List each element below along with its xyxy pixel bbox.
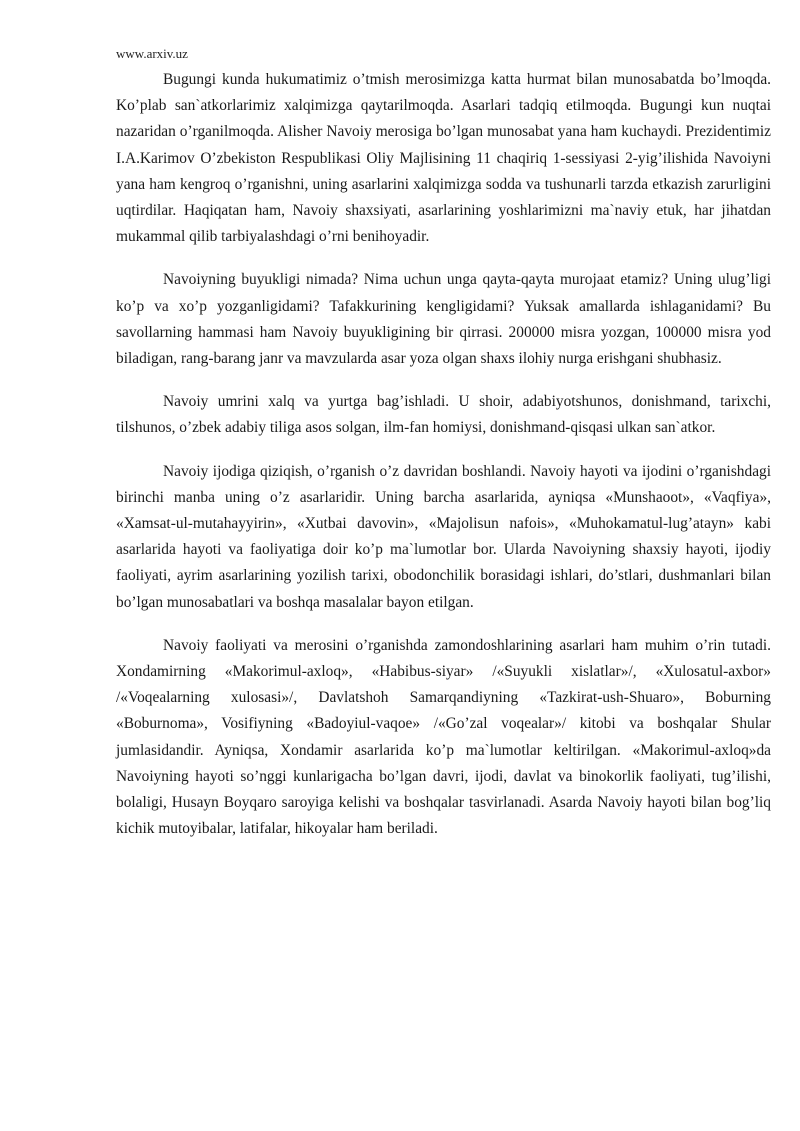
paragraph-5: Navoiy faoliyati va merosini o’rganishda zamondoshlarining asarlari ham muhim o’rin tutadi. Xondamirning «Makorimul-axloq», «Habibus-siyar» /«Suyukli xislatlar»/, «Xulosatul-axbor» /«Voqealarning xulosasi»/, Davlatshoh Samarqandiyning «Tazkirat-ush-Shuaro», Boburning «Boburnoma», Vosifiyning «Badoyiul-vaqoe» /«Go’zal voqealar»/ kitobi va boshqalar Shular jumlasidandir. Ayniqsa, Xondamir asarlarida ko’p ma`lumotlar keltirilgan. «Makorimul-axloq»da Navoiyning hayoti so’nggi kunlarigacha bo’lgan davri, ijodi, davlat va binokorlik faoliyati, tug’ilishi, bolaligi, Husayn Boyqaro saroyiga kelishi va boshqalar tasvirlanadi. Asarda Navoiy hayoti bilan bog’liq kichik mutoyibalar, latifalar, hikoyalar ham beriladi. — [116, 636, 771, 838]
paragraph-1: Bugungi kunda hukumatimiz o’tmish merosimizga katta hurmat bilan munosabatda bo’lmoqda. Ko’plab san`atkorlarimiz xalqimizga qaytarilmoqda. Asarlari tadqiq etilmoqda. Bugungi kun nuqtai nazaridan o’rganilmoqda. Alisher Navoiy merosiga bo’lgan munosabat yana ham kuchaydi. Prezidentimiz I.A.Karimov O’zbekiston Respublikasi Oliy Majlisining 11 chaqiriq 1-sessiyasi 2-yig’ilishida Navoiyni yana ham kengroq o’rganishni, uning asarlarini xalqimizga sodda va tushunarli tarzda etkazish zarurligini uqtirdilar. Haqiqatan ham, Navoiy shaxsiyati, asarlarining yoshlarimizni ma`naviy etuk, har jihatdan mukammal qilib tarbiyalashdagi o’rni benihoyadir. — [116, 71, 771, 246]
paragraph-2: Navoiyning buyukligi nimada? Nima uchun unga qayta-qayta murojaat etamiz? Uning ulug’ligi ko’p va xo’p yozganligidami? Tafakkurining kengligidami? Yuksak amallarda ishlaganidami? Bu savollarning hammasi ham Navoiy buyukligining bir qirrasi. 200000 misra yozgan, 100000 misra yod biladigan, rang-barang janr va mavzularda asar yoza olgan shaxs ilohiy nurga erishgani shubhasiz. — [116, 271, 771, 368]
site-header[interactable]: www.arxiv.uz — [116, 46, 188, 61]
paragraph-3: Navoiy umrini xalq va yurtga bag’ishladi. U shoir, adabiyotshunos, donishmand, tarixchi, tilshunos, o’zbek adabiy tiliga asos solgan, ilm-fan homiysi, donishmand-qisqasi ulkan san`atkor. — [116, 393, 771, 437]
document-body — [116, 67, 771, 859]
paragraph-4: Navoiy ijodiga qiziqish, o’rganish o’z davridan boshlandi. Navoiy hayoti va ijodini o’rganishdagi birinchi manba uning o’z asarlaridir. Uning barcha asarlarida, ayniqsa «Munshaoot», «Vaqfiya», «Xamsat-ul-mutahayyirin», «Xutbai davovin», «Majolisun nafois», «Muhokamatul-lug’atayn» kabi asarlarida hayoti va faoliyatiga doir ko’p ma`lumotlar bor. Ularda Navoiyning shaxsiy hayoti, ijodiy faoliyati, ayrim asarlarining yozilish tarixi, obodonchilik borasidagi ishlari, do’stlari, dushmanlari bilan bo’lgan munosabatlari va boshqa masalalar bayon etilgan. — [116, 462, 771, 611]
